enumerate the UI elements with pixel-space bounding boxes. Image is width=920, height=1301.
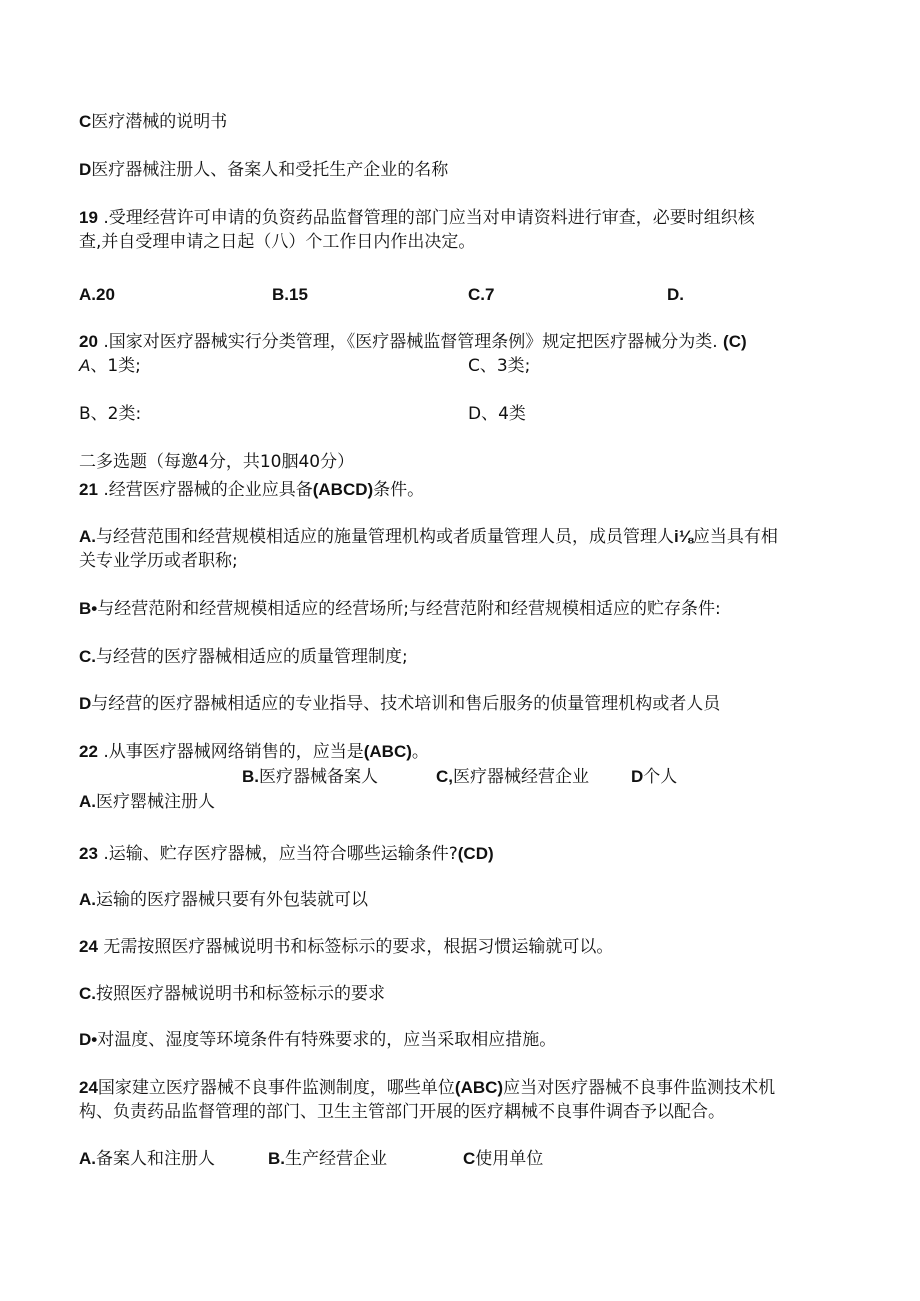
question-number: 23 [79, 844, 98, 863]
section-heading: 二多选题（每邀4分，共10胭40分） [79, 452, 355, 472]
option-mark: A [79, 356, 91, 375]
question-text: .运输、贮存医疗器械，应当符合哪些运输条件? [103, 844, 458, 864]
question-text: 查,并自受理申请之日起（八）个工作日内作出决定。 [79, 232, 476, 252]
option-d: D. [667, 285, 684, 304]
option-mark: B• [79, 599, 98, 618]
option-mark: B. [268, 1149, 285, 1168]
option-mark: C. [79, 647, 96, 666]
option-text: 与经营的医疗器械相适应的专业指导、技术培训和售后服务的侦量管理机构或者人员 [91, 694, 721, 714]
question-number: 24 [79, 1078, 98, 1097]
option-text: 医疗器械经营企业 [453, 767, 589, 787]
question-20 [79, 330, 747, 354]
question-19-cont [79, 230, 475, 254]
option-c-line [79, 645, 408, 669]
option-c-line [79, 110, 227, 134]
option-mark: 24 [79, 937, 98, 956]
option-d: D、4类 [468, 404, 526, 424]
question-text: 构、负责药品监督管理的部门、卫生主管部门开展的医疗耦械不良事件调杳予以配合。 [79, 1102, 725, 1122]
option-b [242, 765, 378, 789]
option-mark: A. [79, 890, 96, 909]
option-b: B、2类: [79, 404, 142, 424]
option-c [436, 765, 589, 789]
option-c: C、3类; [468, 356, 531, 376]
question-text: 。 [411, 742, 429, 762]
option-text: 医疗器械备案人 [259, 767, 378, 787]
option-mark: D [79, 160, 92, 179]
option-a [79, 790, 215, 814]
option-text: 与经营的医疗器械相适应的质量管理制度; [96, 647, 408, 667]
option-a [79, 1147, 215, 1171]
option-b-line [79, 935, 613, 959]
option-text: 医疗潜械的说明书 [91, 112, 228, 132]
option-mark: C, [436, 767, 453, 786]
question-number: 19 [79, 208, 98, 227]
option-text: i⅛ [674, 527, 693, 546]
option-d-line [79, 158, 448, 182]
option-c [463, 1147, 543, 1171]
option-mark: A. [79, 792, 96, 811]
option-b [268, 1147, 387, 1171]
option-a [79, 354, 141, 378]
question-text: .从事医疗器械网络销售的，应当是 [103, 742, 364, 762]
option-text: 与经营范围和经营规模相适应的施量管理机构或者质量管理人员，成员管理人 [96, 527, 674, 547]
option-mark: C [79, 112, 92, 131]
option-text: 运输的医疗器械只要有外包装就可以 [96, 890, 368, 910]
question-19 [79, 206, 755, 230]
answer: (ABC) [454, 1078, 504, 1097]
option-text: 对温度、湿度等环境条件有特殊要求的，应当采取相应措施。 [97, 1030, 557, 1050]
option-text: 应当具有相 [692, 527, 778, 547]
option-d [631, 765, 677, 789]
question-text: .受理经营许可申请的负资药品监督管理的部门应当对申请资料进行审查，必要时组织核 [103, 208, 755, 228]
option-c-line [79, 982, 385, 1006]
question-23 [79, 842, 494, 866]
option-mark: B. [242, 767, 259, 786]
option-mark: A. [79, 1149, 96, 1168]
option-mark: D• [79, 1030, 98, 1049]
option-text: 无需按照医疗器械说明书和标签标示的要求，根据习惯运输就可以。 [103, 937, 614, 957]
option-text: 个人 [643, 767, 678, 787]
question-number: 20 [79, 332, 98, 351]
option-d-line [79, 692, 720, 716]
option-text: 医疗罂械注册人 [96, 792, 215, 812]
option-a: A.20 [79, 285, 115, 304]
option-text: 按照医疗器械说明书和标签标示的要求 [96, 984, 385, 1004]
question-text: 条件。 [373, 480, 425, 500]
option-mark: D [631, 767, 644, 786]
option-c: C.7 [468, 285, 495, 304]
option-a-line [79, 525, 778, 549]
question-text: .经营医疗器械的企业应具备 [103, 480, 313, 500]
option-b: B.15 [272, 285, 308, 304]
question-21 [79, 478, 424, 502]
option-text: 关专业学历或者职称; [79, 551, 238, 571]
question-number: 21 [79, 480, 98, 499]
question-number: 22 [79, 742, 98, 761]
option-text: 与经营范附和经营规模相适应的经营场所;与经营范附和经营规模相适应的贮存条件: [97, 599, 721, 619]
option-text: 生产经营企业 [285, 1149, 387, 1169]
answer: (C) [723, 332, 747, 351]
answer: (ABCD) [312, 480, 374, 499]
option-text: 医疗器械注册人、备案人和受托生产企业的名称 [91, 160, 449, 180]
option-mark: A. [79, 527, 96, 546]
question-text: 国家建立医疗器械不良事件监测制度，哪些单位 [97, 1078, 455, 1098]
option-mark: C [463, 1149, 476, 1168]
option-mark: C. [79, 984, 96, 1003]
option-mark: D [79, 694, 92, 713]
question-text: .国家对医疗器械实行分类管理，《医疗器械监督管理条例》规定把医疗器械分为类. [103, 332, 718, 352]
question-24 [79, 1076, 775, 1100]
question-text: 应当对医疗器械不良事件监测技术机 [503, 1078, 776, 1098]
option-text: 、1类; [90, 356, 141, 376]
answer: (ABC) [363, 742, 412, 761]
question-22 [79, 740, 429, 764]
option-d-line [79, 1028, 556, 1052]
option-text: 使用单位 [475, 1149, 544, 1169]
option-a-line [79, 888, 368, 912]
option-text: 备案人和注册人 [96, 1149, 215, 1169]
answer: (CD) [457, 844, 494, 863]
option-b-line [79, 597, 721, 621]
